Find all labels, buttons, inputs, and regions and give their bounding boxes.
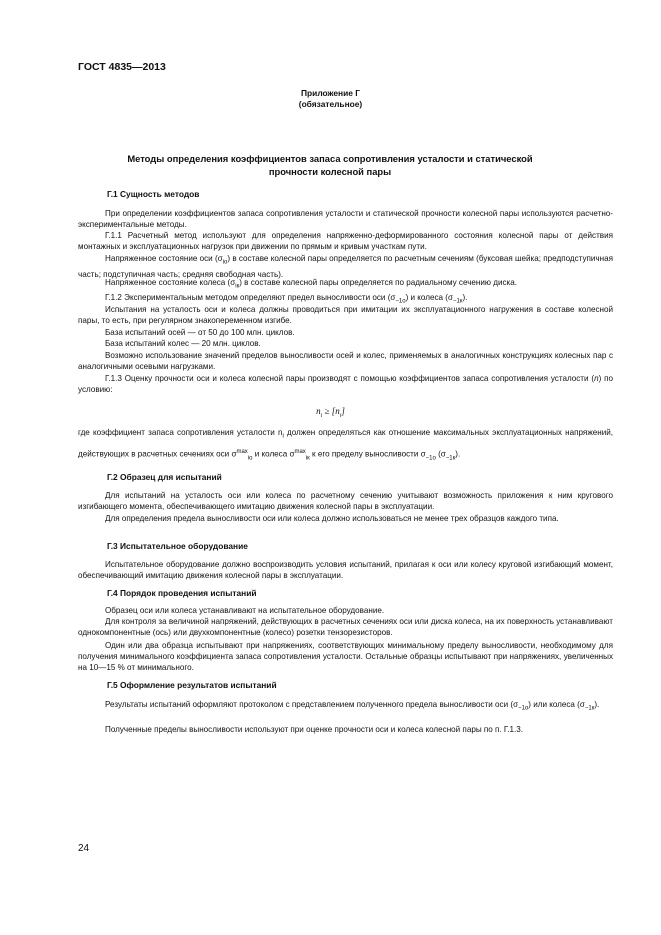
appendix-status: (обязательное)	[298, 99, 363, 109]
section-heading-4: Г.4 Порядок проведения испытаний	[107, 588, 257, 598]
s5-paragraph-1: Результаты испытаний оформляют протоколом с представлением полученного предела выносливости оси $(\sigma_{-1о})$ или колеса $(\sigma_{-1к})$.	[105, 700, 600, 712]
s4-paragraph-2: Для контроля за величиной напряжений, действующих в расчетных сечениях оси или диска колеса, на их поверхность устанавливают однокомпонентные (ось) или двухкомпонентные (колесо) розетки тензорезисторов.	[78, 617, 613, 638]
s1-paragraph-9: Возможно использование значений пределов выносливости осей и колес, применяемых в аналогичных конструкциях колесных пар с аналогичными осевыми нагрузками.	[78, 351, 613, 372]
s1-paragraph-1: При определении коэффициентов запаса сопротивления усталости и статической прочности колесной пары используются расчетно-экспериментальные методы.	[78, 209, 613, 230]
s3-paragraph-1: Испытательное оборудование должно воспроизводить условия испытаний, прилагая к оси или колесу круговой изгибающий момент, обеспечивающий имитацию движения колесной пары в эксплуатации.	[78, 560, 613, 581]
section-heading-2: Г.2 Образец для испытаний	[107, 472, 222, 482]
s1-paragraph-8: База испытаний колес — 20 млн. циклов.	[105, 339, 261, 348]
s1-paragraph-3: Напряженное состояние оси $(\sigma_{iо})$ в составе колесной пары определяется по расчетным сечениям (буксовая шейка; предподступичная часть; подступичная часть; средняя свободная часть).	[78, 254, 613, 279]
s4-paragraph-3: Один или два образца испытывают при напряжениях, соответствующих минимальному пределу выносливости, необходимому для получения минимального коэффициента запаса сопротивления усталости. Остальные образцы испытывают при напряжениях, увеличенных на 10—15 % от минимального.	[78, 641, 613, 673]
s5-paragraph-2: Полученные пределы выносливости используют при оценке прочности оси и колеса колесной пары по п. Г.1.3.	[105, 725, 524, 734]
s1-paragraph-7: База испытаний осей — от 50 до 100 млн. циклов.	[105, 328, 295, 337]
s1-paragraph-6: Испытания на усталость оси и колеса должны проводиться при имитации их эксплуатационного нагружения в составе колесной пары, то есть, при регулярном знакопеременном изгибе.	[78, 305, 613, 326]
s2-paragraph-1: Для испытаний на усталость оси или колеса по расчетному сечению учитывают возможность приложения к ним кругового изгибающего момента, обеспечивающего имитацию движения колесной пары в эксплуатации.	[78, 491, 613, 512]
s1-paragraph-2: Г.1.1 Расчетный метод используют для определения напряженно-деформированного состояния колесной пары от действия монтажных и эксплуатационных нагрузок при движении по прямым и кривым участкам пути.	[78, 231, 613, 252]
s4-paragraph-1: Образец оси или колеса устанавливают на испытательное оборудование.	[105, 606, 385, 615]
section-heading-3: Г.3 Испытательное оборудование	[107, 541, 248, 551]
s1-paragraph-10: Г.1.3 Оценку прочности оси и колеса колесной пары производят с помощью коэффициентов запаса сопротивления усталости (n) по условию:	[78, 374, 613, 395]
document-title-line1: Методы определения коэффициентов запаса сопротивления усталости и статической	[127, 153, 533, 164]
s1-paragraph-4: Напряженное состояние колеса $(\sigma_{iк})$ в составе колесной пары определяется по радиальному сечению диска.	[105, 278, 517, 290]
strength-condition-formula: $n_i \ge [n_i]$	[316, 406, 345, 419]
s1-paragraph-5: Г.1.2 Экспериментальным методом определяют предел выносливости оси $(\sigma_{-1о})$ и колеса $(\sigma_{-1к})$.	[105, 293, 468, 305]
document-title-line2: прочности колесной пары	[268, 166, 392, 177]
appendix-title: Приложение Г	[301, 88, 360, 98]
document-title	[90, 152, 570, 178]
section-heading-1: Г.1 Сущность методов	[107, 189, 200, 199]
s2-paragraph-2: Для определения предела выносливости оси или колеса должно использоваться не менее трех образцов каждого типа.	[105, 514, 559, 523]
standard-header: ГОСТ 4835—2013	[78, 61, 166, 73]
section-heading-5: Г.5 Оформление результатов испытаний	[107, 680, 277, 690]
page-number: 24	[78, 843, 90, 854]
s1-paragraph-11: где коэффициент запаса сопротивления усталости $n_i$ должен определяться как отношение максимальных эксплуатационных напряжений, действующих в расчетных сечениях оси $\sigma^{max}_{iо}$ и колеса $\sigma^{max}_{iк}$ к его пределу выносливости $\sigma_{-1о}$ $(\sigma_{-1к})$.	[78, 428, 613, 461]
